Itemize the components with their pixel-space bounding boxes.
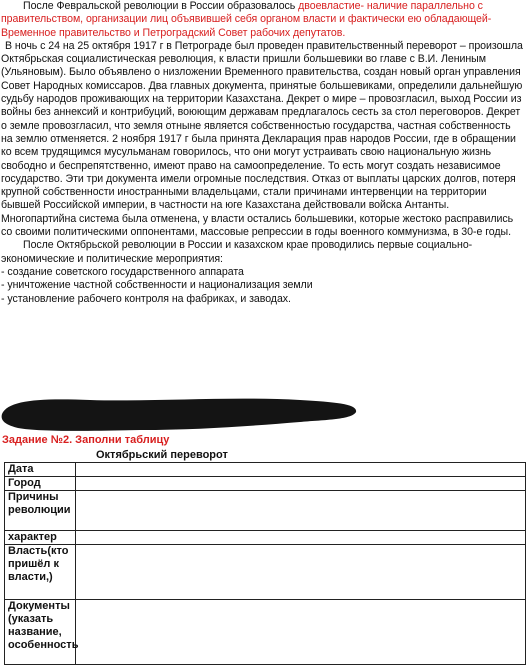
body-text <box>1 0 525 306</box>
table-title: Октябрьский переворот <box>96 449 228 461</box>
answer-cell[interactable] <box>76 545 526 600</box>
paragraph-measures-intro: После Октябрьской революции в России и казахском крае проводились первые социально-экономические и политические мероприятия: <box>1 239 473 265</box>
paragraph-october-revolution: В ночь с 24 на 25 октября 1917 г в Петрограде был проведен правительственный переворот – произошла Октябрьская социалистическая революция, к власти пришли большевики во главе с В.И. Лениным (Ульяновым). Было объявлено о низложении Временного правительства, создан новый орган управления Совет Народных комиссаров. Два главных документа, принятые большевиками, определили дальнейшую судьбу народов проживающих на территории Казахстана. Декрет о мире – провозгласил, выход России из войны без аннексий и контрибуций, воюющим державам предлагалось сесть за стол переговоров. Декрет о земле провозгласил, что земля отныне является собственностью государства, частная собственность на землю отменяется. 2 ноября 1917 г была принята Декларация прав народов России, где в обращении ко всем трудящимся мусульманам говорилось, что они могут устраивать свою национальную жизнь свободно и беспрепятственно, имеют право на самоопределение. То есть могут создать независимое государство. Эти три документа имели огромные последствия. Отказ от выплаты царских долгов, потеря крупной собственности иностранными владельцами, стали причинами интервенции на территории бывшей Российской империи, в частности на юге Казахстана действовали войска Антанты. Многопартийна система была отменена, у власти остались большевики, которые жестоко расправились со своими политическими оппонентами, массовые репрессии в годы военного коммунизма, в 30-е годы. <box>1 39 523 239</box>
redaction-scribble <box>0 394 360 434</box>
row-label-character: характер <box>5 531 76 545</box>
answer-cell[interactable] <box>76 531 526 545</box>
answer-cell[interactable] <box>76 463 526 477</box>
answer-cell[interactable] <box>76 600 526 665</box>
row-label-city: Город <box>5 477 76 491</box>
paragraph-plain-text: После Февральской революции в России образовалось <box>23 0 299 12</box>
measure-list-item: - установление рабочего контроля на фабриках, и заводах. <box>1 292 291 305</box>
table-row <box>5 531 526 545</box>
table-row <box>5 491 526 531</box>
table-row <box>5 477 526 491</box>
highlighted-definition: двоевластие- наличие параллельно с правительством, организации лиц объявившей себя органом власти и фактически ею обладающей- Временное правительство и Петроградский Совет рабочих депутатов. <box>1 0 492 39</box>
row-label-power: Власть(кто пришёл к власти,) <box>5 545 76 600</box>
measure-list-item: - уничтожение частной собственности и национализация земли <box>1 279 313 292</box>
row-label-date: Дата <box>5 463 76 477</box>
answer-table <box>4 462 526 665</box>
table-row <box>5 545 526 600</box>
answer-cell[interactable] <box>76 477 526 491</box>
table-row <box>5 463 526 477</box>
answer-cell[interactable] <box>76 491 526 531</box>
task-heading: Задание №2. Заполни таблицу <box>2 434 170 446</box>
row-label-documents: Документы (указать название, особенность <box>5 600 76 665</box>
row-label-causes: Причины революции <box>5 491 76 531</box>
paragraph-dual-power <box>1 0 525 40</box>
table-row <box>5 600 526 665</box>
measure-list-item: - создание советского государственного аппарата <box>1 265 244 278</box>
